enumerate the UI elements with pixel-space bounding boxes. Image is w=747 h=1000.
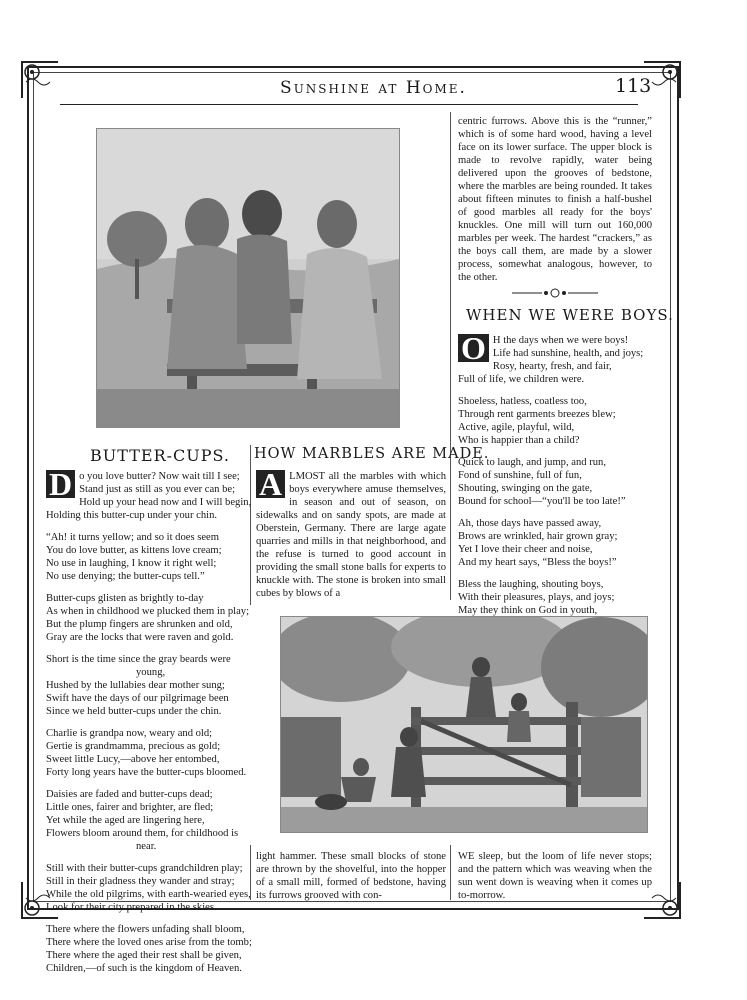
- header-rule: [60, 104, 638, 105]
- verse-line: Still in their gladness they wander and stray;: [46, 876, 235, 887]
- verse-line: Short is the time since the gray beards were: [46, 654, 231, 665]
- verse-line: young,: [136, 667, 166, 678]
- verse-line: But the plump fingers are shrunken and old,: [46, 619, 233, 630]
- verse-line: Little ones, fairer and brighter, are fled;: [46, 802, 214, 813]
- verse-line: Butter-cups glisten as brightly to-day: [46, 593, 204, 604]
- verse-line: Yet I love their cheer and noise,: [458, 544, 593, 555]
- verse-line: Swift have the days of our pilgrimage been: [46, 693, 229, 704]
- column-rule-top: [450, 112, 451, 600]
- column-rule-bottom-right: [450, 845, 451, 900]
- verse-line: Shouting, swinging on the gate,: [458, 483, 593, 494]
- verse-line: Life had sunshine, health, and joys;: [492, 348, 644, 359]
- verse-line: While the old pilgrims, with earth-wearied eyes,: [46, 889, 251, 900]
- marbles-paragraph-2: light hammer. These small blocks of stone are thrown by the shovelful, into the hopper of a small mill, formed of bedstone, having its furrows grooved with con-: [256, 851, 446, 901]
- verse-line: Ah, those days have passed away,: [458, 518, 602, 529]
- column-rule-left: [250, 445, 251, 605]
- verse-line: Quick to laugh, and jump, and run,: [458, 457, 606, 468]
- marbles-paragraph-1: [256, 466, 446, 600]
- verse-line: Gray are the locks that were raven and gold.: [46, 632, 234, 643]
- verse-line: As when in childhood we plucked them in play;: [46, 606, 250, 617]
- verse-line: Active, agile, playful, wild,: [458, 422, 575, 433]
- verse-line: Brows are wrinkled, hair grown gray;: [458, 531, 618, 542]
- verse-line: Children,—of such is the kingdom of Heaven.: [46, 963, 242, 974]
- verse-line: “Ah! it turns yellow; and so it does seem: [46, 532, 220, 543]
- verse-line: H the days when we were boys!: [492, 335, 629, 346]
- verse-line: No use denying; the butter-cups tell.”: [46, 571, 205, 582]
- verse-line: There where the flowers unfading shall bloom,: [46, 924, 245, 935]
- verse-line: Hold up your head now and I will begin,: [79, 497, 252, 508]
- running-title: Sunshine at Home.: [280, 78, 467, 98]
- verse-line: Forty long years have the butter-cups bloomed.: [46, 767, 247, 778]
- verse-line: May they think on God in youth,: [458, 605, 598, 616]
- stanza: [46, 653, 246, 718]
- verse-line: o you love butter? Now wait till I see;: [79, 471, 240, 482]
- verse-line: Charlie is grandpa now, weary and old;: [46, 728, 213, 739]
- verse-line: No use in laughing, I know it right well;: [46, 558, 217, 569]
- verse-line: Holding this butter-cup under your chin.: [46, 510, 218, 521]
- marbles-text: LMOST all the marbles with which boys everywhere amuse themselves, in season and out of season, on sidewalks and on sandy spots, are made at Oberstein, Germany. There are large agate quarries and mills in that neighborhood, and the refuse is turned to good account in providing the small stone balls for experts to knuckle with. The stone is broken into small cubes by blows of a: [256, 471, 446, 599]
- verse-line: Gertie is grandmamma, precious as gold;: [46, 741, 221, 752]
- engraving-children-at-fence: [96, 128, 400, 428]
- closing-paragraph: WE sleep, but the loom of life never stops; and the pattern which was weaving when the sun went down is weaving when it comes up to-morrow.: [458, 851, 652, 901]
- verse-line: Fond of sunshine, full of fun,: [458, 470, 582, 481]
- stanza: [458, 395, 654, 447]
- stanza: [46, 531, 246, 583]
- stanza: [46, 727, 246, 779]
- verse-line: And my heart says, “Bless the boys!”: [458, 557, 617, 568]
- stanza: [46, 592, 250, 644]
- boys-heading: WHEN WE WERE BOYS.: [466, 306, 674, 324]
- verse-line: Sweet little Lucy,—above her entombed,: [46, 754, 220, 765]
- stanza: [46, 788, 246, 853]
- dropcap: D: [46, 470, 75, 498]
- stanza: [458, 330, 654, 386]
- verse-line: near.: [136, 841, 157, 852]
- verse-line: Bless the laughing, shouting boys,: [458, 579, 604, 590]
- stanza: [46, 923, 252, 975]
- verse-line: Who is happier than a child?: [458, 435, 580, 446]
- verse-line: Still with their butter-cups grandchildren play;: [46, 863, 243, 874]
- verse-line: Since we held butter-cups under the chin.: [46, 706, 222, 717]
- stanza: [46, 466, 252, 522]
- verse-line: There where the aged their rest shall be given,: [46, 950, 242, 961]
- verse-line: Flowers bloom around them, for childhood is: [46, 828, 239, 839]
- verse-line: You do love butter, as kittens love cream;: [46, 545, 222, 556]
- verse-line: Look for their city prepared in the skies.: [46, 902, 217, 913]
- marbles-paragraph-3: centric furrows. Above this is the “runner,” which is of some hard wood, having a level face on its lower surface. The upper block is made to revolve rapidly, water being delivered upon the grooves of bedstone, where the marbles are being rounded. It takes about fifteen minutes to finish a half-bushel of good marbles all ready for the boys' knuckles. One mill will turn out 160,000 marbles per week. The hardest “crackers,” as the boys call them, are made by a slower process, somewhat analogous, however, to the other.: [458, 116, 652, 283]
- verse-line: Full of life, we children were.: [458, 374, 585, 385]
- butter-cups-poem: [46, 466, 252, 984]
- marbles-heading: HOW MARBLES ARE MADE.: [254, 446, 490, 462]
- verse-line: Bound for school—“you'll be too late!”: [458, 496, 626, 507]
- stanza: [46, 862, 251, 914]
- page-number: 113: [615, 75, 652, 97]
- verse-line: Through rent garments breezes blew;: [458, 409, 616, 420]
- dropcap: O: [458, 334, 489, 362]
- butter-cups-heading: BUTTER-CUPS.: [90, 446, 230, 465]
- verse-line: With their pleasures, plays, and joys;: [458, 592, 615, 603]
- stanza: [458, 517, 654, 569]
- boys-poem: [458, 330, 654, 639]
- verse-line: Shoeless, hatless, coatless too,: [458, 396, 587, 407]
- verse-line: Hushed by the lullabies dear mother sung;: [46, 680, 225, 691]
- ornament-separator: [512, 287, 598, 302]
- engraving-boys-on-gate: [280, 616, 648, 833]
- verse-line: Yet while the aged are lingering here,: [46, 815, 205, 826]
- dropcap: A: [256, 470, 285, 498]
- stanza: [458, 456, 654, 508]
- verse-line: Stand just as still as you ever can be;: [79, 484, 236, 495]
- verse-line: Rosy, hearty, fresh, and fair,: [492, 361, 612, 372]
- verse-line: There where the loved ones arise from the tomb;: [46, 937, 252, 948]
- verse-line: Daisies are faded and butter-cups dead;: [46, 789, 213, 800]
